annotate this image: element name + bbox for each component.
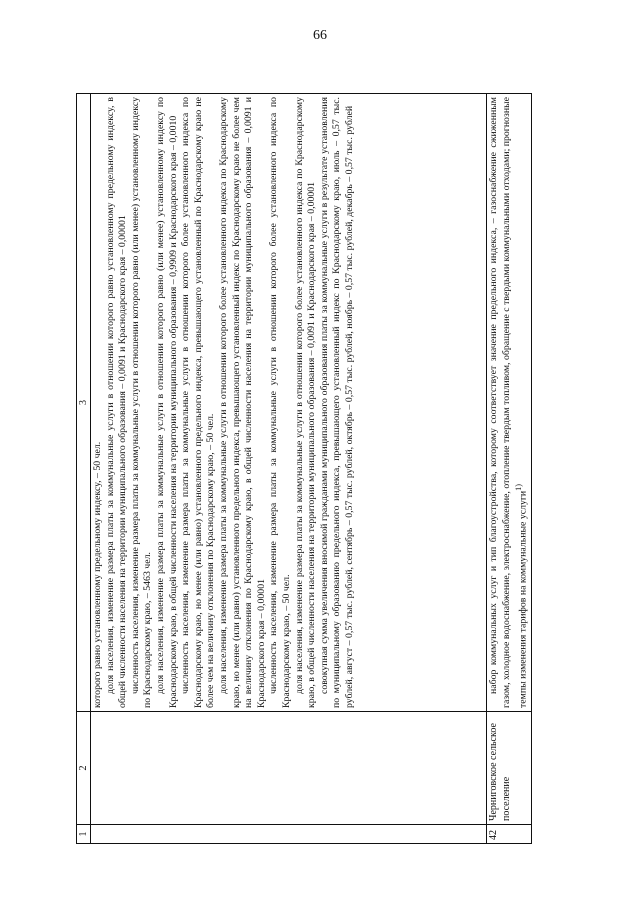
paragraph: доля населения, изменение размера платы за коммунальные услуги в отношении которого равно установленному предельному индексу, в общей численности населения на территории муниципального образования – 0,0091 и Краснодарского края – 0,00001 — [104, 97, 129, 708]
paragraph: совокупная сумма увеличения вносимой гражданами муниципального образования платы за коммунальные услуги в результате установления по муниципальному образованию предельного индекса, превышающего установленный индекс по Краснодарскому краю, июль – 0,57 тыс. рублей, август – 0,57 тыс. рублей, сентябрь – 0,57 тыс. рублей, октябрь – 0,57 тыс. рублей, ноябрь – 0,57 тыс. рублей, декабрь – 0,57 тыс. рублей — [318, 97, 355, 708]
paragraph: численность населения, изменение размера платы за коммунальные услуги в отношении которого более установленного индекса по Краснодарскому краю, – 50 чел. — [268, 97, 292, 708]
paragraph: доля населения, изменение размера платы за коммунальные услуги в отношении которого более установленного индекса по Краснодарскому краю, в общей численности населения на территории муниципального образования – 0,0091 и Краснодарского края – 0,00001 — [293, 97, 318, 708]
row-number-cell — [91, 825, 487, 844]
page-number: 66 — [313, 28, 327, 43]
data-table — [76, 93, 532, 844]
paragraph: доля населения, изменение размера платы за коммунальные услуги в отношении которого равно (или менее) установленному индексу по Краснодарскому краю, в общей численности населения на территории муниципального образования – 0,9909 и Краснодарского края – 0,0010 — [154, 97, 179, 708]
paragraph: доля населения, изменение размера платы за коммунальные услуги в отношении которого более установленного индекса по Краснодарскому краю, но менее (или равно) установленного предельного индекса, превышающего установленный индекс по Краснодарскому краю не более чем на величину отклонения по Краснодарскому краю, в общей численности населения на территории муниципального образования – 0,0091 и Краснодарского края – 0,00001 — [217, 97, 267, 708]
municipality-cell — [91, 712, 487, 825]
header-col-3: 3 — [77, 94, 91, 712]
paragraph: численность населения, изменение размера платы за коммунальные услуги в отношении которого более установленного индекса по Краснодарскому краю, но менее (или равно) установленного предельного индекса, превышающего установленный по Краснодарскому краю не более чем на величину отклонения по Краснодарскому краю, – 50 чел. — [180, 97, 217, 708]
paragraph: численность населения, изменение размера платы за коммунальные услуги в отношении которого равно (или менее) установленному индексу по Краснодарскому краю, – 5463 чел. — [129, 97, 154, 708]
table-row-continued — [91, 94, 487, 844]
description-text: набор коммунальных услуг и тип благоустройства, которому соответствует значение предельного индекса, – газоснабжение сжиженным газом, холодное водоснабжение, электроснабжение, отопление твердым топливом, обращение с твердыми коммунальными отходами; прогнозные темпы изменения тарифов на коммунальные услуги — [488, 97, 529, 708]
row-number-cell: 42 — [487, 825, 532, 844]
header-col-1: 1 — [77, 825, 91, 844]
description-cell — [91, 94, 487, 712]
table-row-42 — [487, 94, 532, 844]
footnote-mark: 1) — [514, 484, 524, 491]
table-header-row — [77, 94, 91, 844]
description-cell — [487, 94, 532, 712]
header-col-2: 2 — [77, 712, 91, 825]
paragraph — [488, 97, 530, 708]
paragraph: которого равно установленному предельному индексу, – 50 чел. — [92, 441, 103, 708]
municipality-cell: Черниговское сельское поселение — [487, 712, 532, 825]
rotated-table-wrapper — [76, 94, 590, 844]
